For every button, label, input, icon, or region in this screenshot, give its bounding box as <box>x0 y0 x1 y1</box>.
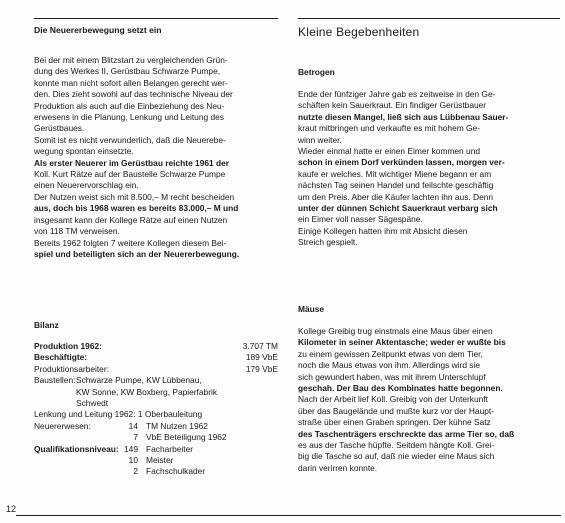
page-number: 12 <box>6 504 17 514</box>
section-heading-neuerer: Die Neuererbewegung setzt ein <box>34 25 162 35</box>
text-line: insgesamt kann der Kollege Rätze auf einen Nutzen <box>34 214 228 225</box>
text-line: Produktion als auch auf die Einbeziehung des Neu- <box>34 100 225 111</box>
section-heading-maeuse: Mäuse <box>298 304 325 314</box>
text-line: sich gewundert haben, was mit ihrem Unterschlupf <box>298 371 486 382</box>
bilanz-value: Fachschulkader <box>146 466 206 477</box>
page-title: Kleine Begebenheiten <box>298 25 420 39</box>
bilanz-row-baustellen <box>34 375 278 386</box>
text-line: Somit ist es nicht verwunderlich, daß die Neuerebe- <box>34 134 226 145</box>
text-line: Kilometer in seiner Aktentasche; weder er wußte bis <box>298 337 506 348</box>
text-line: geschah. Der Bau des Kombinates hatte begonnen. <box>298 383 503 394</box>
section-heading-betrogen: Betrogen <box>298 67 335 77</box>
text-line: Kollege Greibig trug einstmals eine Maus über einen <box>298 326 493 336</box>
text-line: Streich gespielt. <box>298 237 358 248</box>
text-line: schon in einem Dorf verkünden lassen, morgen ver- <box>298 157 505 168</box>
text-line: spiel und beteiligten sich an der Neuererbewegung. <box>34 248 240 259</box>
bilanz-baustellen-line: KW Sonne, KW Boxberg, Papierfabrik <box>76 386 218 397</box>
text-line: Gerüstbaues. <box>34 123 85 134</box>
bilanz-row-neuerer-2 <box>34 432 278 443</box>
bilanz-num: 14 <box>128 420 138 431</box>
bilanz-row-produktionsarbeiter <box>34 364 278 375</box>
text-line: schäften kein Sauerkraut. Ein findiger Gerüstbauer <box>298 100 487 111</box>
bilanz-row-produktion <box>34 341 278 352</box>
text-line: Der Nutzen weist sich mit 8.500,– M recht bescheiden <box>34 191 235 202</box>
bilanz-label: Produktionsarbeiter: <box>34 363 109 374</box>
bilanz-baustellen-line: Schwedt <box>76 397 109 408</box>
text-line: noch die Maus etwas von ihm. Allerdings wird sie <box>298 360 481 371</box>
bilanz-num: 7 <box>133 432 138 443</box>
bilanz-label: Beschäftigte: <box>34 352 88 363</box>
text-line: Nach der Arbeit lief Koll. Greibig von der Unterkunft <box>298 394 488 405</box>
text-line: big die Tasche so auf, daß nie wieder eine Maus sich <box>298 451 495 462</box>
text-line: um den Preis. Aber die Käufer lachten ihn aus. Denn <box>298 191 494 202</box>
text-line: einen Neuerervorschlag ein. <box>34 180 139 191</box>
text-line: von 118 TM verweisen. <box>34 226 120 237</box>
bilanz-label: Produktion 1962: <box>34 341 102 351</box>
text-line: straße über einen Graben springen. Der kühne Satz <box>298 417 491 428</box>
bilanz-label: Neuererwesen: <box>34 420 91 431</box>
text-line: Als erster Neuerer im Gerüstbau reichte 1961 der <box>34 157 230 168</box>
text-line: nächsten Tag seinen Handel und feilschte geschäftig <box>298 180 494 191</box>
text-line: erwesens in die Planung, Lenkung und Leitung des <box>34 112 224 123</box>
text-line: kraut mitbringen und verkaufte es mit hohem Ge- <box>298 123 481 134</box>
right-top-rule <box>298 18 560 19</box>
text-line: dung des Werkes II, Gerüstbau Schwarze Pumpe, <box>34 66 221 77</box>
text-line: Bei der mit einem Blitzstart zu vergleichenden Grün- <box>34 55 228 65</box>
bilanz-row-lenkung: Lenkung und Leitung 1962: 1 Oberbauleitung <box>34 409 203 420</box>
bilanz-label: Qualifikationsniveau: <box>34 443 119 454</box>
text-line: zu einem gewissen Zeitpunkt etwas von dem Tier, <box>298 348 483 359</box>
bilanz-block <box>34 341 278 478</box>
text-line: es aus der Tasche hüpfte. Seitdem hängte Koll. Grei- <box>298 440 495 451</box>
bilanz-value: Facharbeiter <box>146 443 194 454</box>
text-line: den. Dies zieht sowohl auf das technische Niveau der <box>34 89 233 100</box>
bilanz-row-neuerer <box>34 421 278 432</box>
text-line: aus, doch bis 1968 waren es bereits 83.000,– M und <box>34 203 239 214</box>
text-line: über das Baugelände und mußte kurz vor der Haupt- <box>298 405 494 416</box>
text-line: Koll. Kurt Rätze auf der Baustelle Schwarze Pumpe <box>34 169 226 180</box>
bilanz-num: 10 <box>128 454 138 465</box>
text-line: nutzte diesen Mangel, ließ sich aus Lübbenau Sauer- <box>298 111 509 122</box>
paragraph-betrogen <box>298 89 560 249</box>
paragraph-maeuse <box>298 326 560 474</box>
bilanz-value: TM Nutzen 1962 <box>146 420 208 431</box>
bilanz-num: 2 <box>133 466 138 477</box>
text-line: kaufe er welches. Mit wichtiger Miene begann er am <box>298 168 492 179</box>
bilanz-row-quali-3 <box>34 466 278 477</box>
text-line: des Taschenträgers erschreckte das arme Tier so, daß <box>298 428 515 439</box>
bilanz-value: 189 VbE <box>245 352 278 363</box>
text-line: Wieder einmal hatte er einen Eimer kommen und <box>298 146 481 157</box>
text-line: unter der dünnen Schicht Sauerkraut verbarg sich <box>298 203 498 214</box>
bilanz-value: 3.707 TM <box>242 341 278 351</box>
text-line: Bereits 1962 folgten 7 weitere Kollegen diesem Bei- <box>34 237 227 248</box>
text-line: Ende der fünfziger Jahre gab es zeitweise in den Ge- <box>298 89 496 99</box>
bilanz-value: 179 VbE <box>245 363 278 374</box>
bottom-rule <box>16 515 561 516</box>
left-top-rule <box>34 18 278 19</box>
bilanz-value: Schwarze Pumpe, KW Lübbenau, <box>76 375 202 386</box>
bilanz-value: Meister <box>146 454 174 465</box>
paragraph-intro <box>34 55 278 260</box>
text-line: winn weiter. <box>298 134 342 145</box>
text-line: ein Eimer voll nasser Sägespäne. <box>298 214 423 225</box>
bilanz-label: Baustellen: <box>34 375 76 386</box>
bilanz-row-beschaeftigte <box>34 352 278 363</box>
text-line: Einige Kollegen hatten ihm mit Absicht diesen <box>298 225 468 236</box>
bilanz-row-quali <box>34 444 278 455</box>
bilanz-value: VbE Beteiligung 1962 <box>146 432 227 443</box>
bilanz-num: 149 <box>124 443 138 454</box>
text-line: wegung spontan einsetzte. <box>34 146 134 157</box>
section-heading-bilanz: Bilanz <box>34 320 59 330</box>
text-line: darin verirren konnte. <box>298 462 378 473</box>
text-line: konnte man nicht sofort allen Belangen gerecht wer- <box>34 77 228 88</box>
bilanz-row-quali-2 <box>34 455 278 466</box>
